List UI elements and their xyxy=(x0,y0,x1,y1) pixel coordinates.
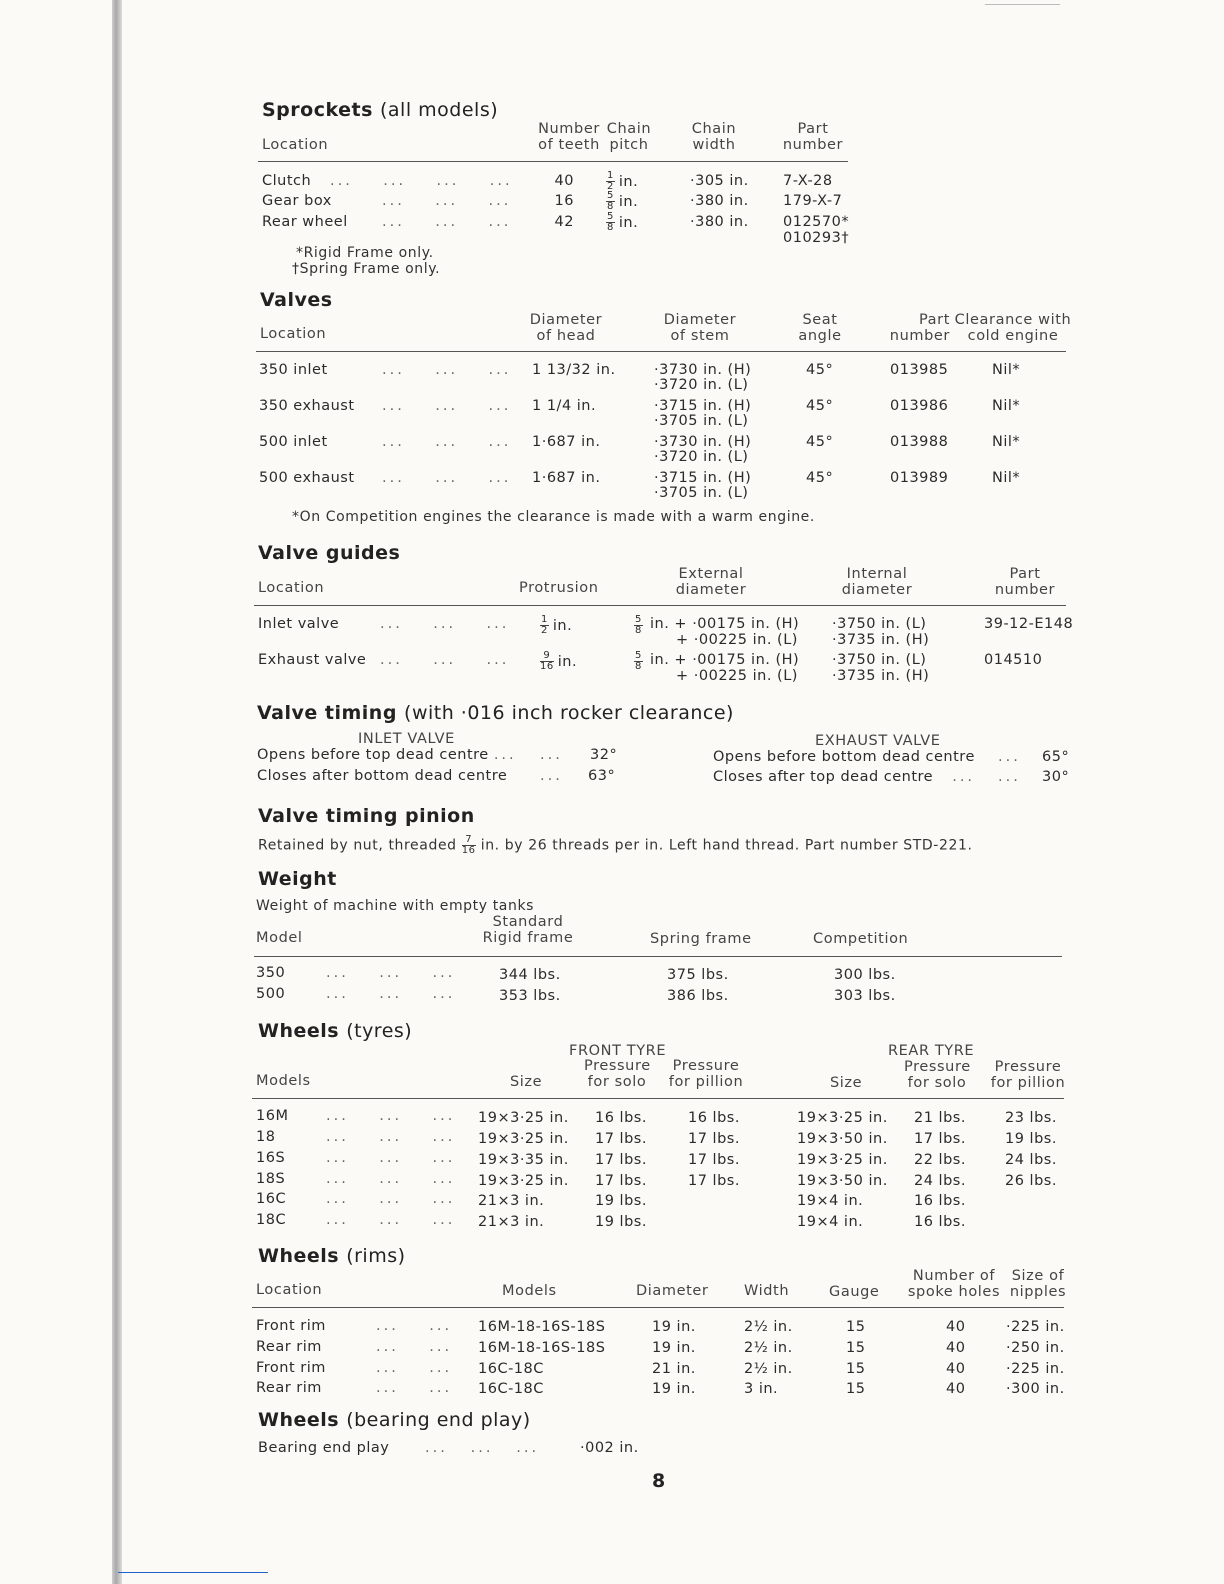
inlet-closes-label: Closes after bottom dead centre xyxy=(257,768,508,784)
leader-dots: ... ... ... xyxy=(326,1171,456,1187)
leader-dots: ... ... xyxy=(376,1339,453,1355)
valves-header-seat: Seat angle xyxy=(798,312,842,344)
tyres-rule xyxy=(252,1098,1064,1099)
weight-model: 500 xyxy=(256,986,286,1002)
valves-header-part: Part number xyxy=(889,312,950,344)
weight-intro: Weight of machine with empty tanks xyxy=(256,898,535,914)
rear-tyre-solo: 24 lbs. xyxy=(914,1173,966,1189)
valves-header-head: Diameter of head xyxy=(529,312,603,344)
valve-stem-diameter-l: ·3705 in. (L) xyxy=(654,413,749,429)
leader-dots: ... ... ... xyxy=(382,193,512,209)
exhaust-opens-dots: ... xyxy=(998,749,1021,765)
leader-dots: ... ... ... xyxy=(380,616,510,632)
front-tyre-pillion: 17 lbs. xyxy=(688,1131,740,1147)
rim-spoke-holes: 40 xyxy=(946,1361,966,1377)
rim-spoke-holes: 40 xyxy=(946,1319,966,1335)
tyre-model: 18S xyxy=(256,1171,286,1187)
leader-dots: ... ... ... xyxy=(326,1191,456,1207)
sprocket-width: ·305 in. xyxy=(690,173,749,189)
rims-header-gauge: Gauge xyxy=(829,1284,880,1300)
leader-dots: ... ... ... xyxy=(382,470,512,486)
rim-gauge: 15 xyxy=(846,1319,866,1335)
guide-external-fraction-fraction: $\frac{5}{8}$ xyxy=(635,650,642,672)
weight-header-spring: Spring frame xyxy=(650,931,752,947)
rear-tyre-solo: 22 lbs. xyxy=(914,1152,966,1168)
rims-header-models: Models xyxy=(502,1283,557,1299)
rim-models: 16M-18-16S-18S xyxy=(478,1319,606,1335)
guide-external-fraction-fraction: $\frac{5}{8}$ xyxy=(635,614,642,636)
tyre-model: 16M xyxy=(256,1108,289,1124)
leader-dots: ... ... ... xyxy=(380,652,510,668)
valve-location: 500 exhaust xyxy=(259,470,355,486)
pinion-text: Retained by nut, threaded $\frac{7}{16}$ in. by 26 threads per in. Left hand thread. Part number STD-221. xyxy=(258,834,973,856)
inlet-opens-dots: ... xyxy=(540,747,563,763)
sprocket-pitch-fraction: $\frac{5}{8}$ xyxy=(607,190,614,212)
exhaust-closes-value: 30° xyxy=(1042,769,1070,785)
leader-dots: ... ... ... ... xyxy=(330,173,513,189)
sprockets-header-width: Chain width xyxy=(691,121,737,153)
guide-protrusion: $\frac{1}{2}$ in. xyxy=(541,614,573,636)
valve-head-diameter: 1·687 in. xyxy=(532,470,601,486)
front-tyre-solo: 17 lbs. xyxy=(595,1152,647,1168)
front-tyre-size: 21×3 in. xyxy=(478,1193,545,1209)
rear-tyre-size: 19×3·50 in. xyxy=(797,1131,888,1147)
rear-tyre-size: 19×4 in. xyxy=(797,1214,864,1230)
front-tyre-pillion: 16 lbs. xyxy=(688,1110,740,1126)
leader-dots: ... ... ... xyxy=(382,214,512,230)
sprockets-header-location: Location xyxy=(262,137,329,153)
tyres-header-front-solo: Pressure for solo xyxy=(584,1058,651,1090)
exhaust-valve-label: EXHAUST VALVE xyxy=(815,733,941,749)
guides-header-protrusion: Protrusion xyxy=(519,580,599,596)
sprocket-location: Rear wheel xyxy=(262,214,348,230)
rim-nipple-size: ·225 in. xyxy=(1006,1361,1065,1377)
rear-tyre-pillion: 23 lbs. xyxy=(1005,1110,1057,1126)
guides-header-part: Part number xyxy=(994,566,1056,598)
front-tyre-solo: 19 lbs. xyxy=(595,1193,647,1209)
valve-clearance: Nil* xyxy=(992,398,1021,414)
rim-width: 2½ in. xyxy=(744,1340,793,1356)
tyres-header-rear-solo: Pressure for solo xyxy=(904,1059,971,1091)
rear-tyre-solo: 16 lbs. xyxy=(914,1214,966,1230)
weight-title: Weight xyxy=(258,868,337,890)
bearing-value: ·002 in. xyxy=(580,1440,639,1456)
page-binding-edge xyxy=(112,0,122,1584)
rims-header-holes: Number of spoke holes xyxy=(907,1268,1001,1300)
valve-clearance: Nil* xyxy=(992,362,1021,378)
weight-header-competition: Competition xyxy=(813,931,909,947)
guides-header-location: Location xyxy=(258,580,325,596)
rim-width: 2½ in. xyxy=(744,1319,793,1335)
rim-diameter: 19 in. xyxy=(652,1381,696,1397)
exhaust-opens-value: 65° xyxy=(1042,749,1070,765)
rim-diameter: 19 in. xyxy=(652,1340,696,1356)
leader-dots: ... ... xyxy=(376,1380,453,1396)
valves-title: Valves xyxy=(260,289,333,311)
rims-header-diameter: Diameter xyxy=(636,1283,709,1299)
sprocket-pitch-fraction: $\frac{1}{2}$ xyxy=(607,170,614,192)
leader-dots: ... ... ... xyxy=(382,434,512,450)
rims-rule xyxy=(252,1307,1064,1308)
pinion-fraction: $\frac{7}{16}$ xyxy=(461,834,476,856)
rim-models: 16M-18-16S-18S xyxy=(478,1340,606,1356)
valves-header-stem: Diameter of stem xyxy=(663,312,737,344)
tyre-model: 16S xyxy=(256,1150,286,1166)
valves-note: *On Competition engines the clearance is made with a warm engine. xyxy=(292,509,815,525)
front-tyre-solo: 17 lbs. xyxy=(595,1173,647,1189)
valve-location: 350 exhaust xyxy=(259,398,355,414)
valves-header-clearance: Clearance with cold engine xyxy=(954,312,1072,344)
valve-location: 500 inlet xyxy=(259,434,328,450)
sprockets-note-spring: †Spring Frame only. xyxy=(292,261,441,277)
leader-dots: ... ... ... xyxy=(382,398,512,414)
guides-header-external: External diameter xyxy=(675,566,747,598)
bearing-title: Wheels (bearing end play) xyxy=(258,1409,531,1431)
rear-tyre-pillion: 26 lbs. xyxy=(1005,1173,1057,1189)
rim-nipple-size: ·300 in. xyxy=(1006,1381,1065,1397)
front-tyre-pillion: 17 lbs. xyxy=(688,1173,740,1189)
rim-models: 16C-18C xyxy=(478,1361,544,1377)
guide-external-h: in. + ·00175 in. (H) xyxy=(650,616,800,632)
leader-dots: ... ... ... xyxy=(326,986,456,1002)
rear-tyre-size: 19×3·50 in. xyxy=(797,1173,888,1189)
sprocket-location: Gear box xyxy=(262,193,332,209)
exhaust-opens-label: Opens before bottom dead centre xyxy=(713,749,975,765)
rims-title: Wheels (rims) xyxy=(258,1245,406,1267)
sprockets-header-part: Part number xyxy=(782,121,844,153)
weight-competition: 300 lbs. xyxy=(834,967,896,983)
guide-part-number: 39-12-E148 xyxy=(984,616,1074,632)
rim-gauge: 15 xyxy=(846,1340,866,1356)
valve-timing-title: Valve timing (with ·016 inch rocker clearance) xyxy=(257,702,734,724)
sprocket-width: ·380 in. xyxy=(690,214,749,230)
valve-part-number: 013986 xyxy=(890,398,949,414)
weight-rigid: 353 lbs. xyxy=(499,988,561,1004)
front-tyre-size: 19×3·25 in. xyxy=(478,1173,569,1189)
guide-external-h: in. + ·00175 in. (H) xyxy=(650,652,800,668)
rear-tyre-size: 19×3·25 in. xyxy=(797,1110,888,1126)
front-tyre-size: 19×3·35 in. xyxy=(478,1152,569,1168)
leader-dots: ... ... xyxy=(376,1360,453,1376)
tyre-model: 16C xyxy=(256,1191,287,1207)
rim-spoke-holes: 40 xyxy=(946,1340,966,1356)
rim-location: Rear rim xyxy=(256,1380,322,1396)
rims-header-location: Location xyxy=(256,1282,323,1298)
weight-model: 350 xyxy=(256,965,286,981)
guides-header-internal: Internal diameter xyxy=(841,566,913,598)
front-tyre-pillion: 17 lbs. xyxy=(688,1152,740,1168)
rear-tyre-solo: 16 lbs. xyxy=(914,1193,966,1209)
valve-guides-title: Valve guides xyxy=(258,542,401,564)
exhaust-closes-dots: ... xyxy=(998,769,1021,785)
rim-diameter: 19 in. xyxy=(652,1319,696,1335)
front-tyre-size: 21×3 in. xyxy=(478,1214,545,1230)
sprocket-teeth: 16 xyxy=(554,193,574,209)
valves-rule xyxy=(256,351,1066,352)
tyres-header-rear-size: Size xyxy=(830,1075,863,1091)
front-tyre-size: 19×3·25 in. xyxy=(478,1131,569,1147)
tyres-header-front-pillion: Pressure for pillion xyxy=(668,1058,744,1090)
sprocket-pitch: $\frac{1}{2}$ in. xyxy=(607,170,639,192)
guides-rule xyxy=(254,605,1066,606)
valve-stem-diameter-h: ·3730 in. (H) xyxy=(654,362,752,378)
sprockets-rule xyxy=(258,161,848,162)
bearing-label: Bearing end play xyxy=(258,1440,390,1456)
guide-external-l: + ·00225 in. (L) xyxy=(676,668,798,684)
rim-models: 16C-18C xyxy=(478,1381,544,1397)
pinion-title: Valve timing pinion xyxy=(258,805,475,827)
front-tyre-solo: 17 lbs. xyxy=(595,1131,647,1147)
leader-dots: ... ... ... xyxy=(326,965,456,981)
rim-nipple-size: ·250 in. xyxy=(1006,1340,1065,1356)
guide-location: Inlet valve xyxy=(258,616,340,632)
sprockets-header-pitch: Chain pitch xyxy=(606,121,652,153)
valve-stem-diameter-l: ·3720 in. (L) xyxy=(654,449,749,465)
rims-header-width: Width xyxy=(744,1283,790,1299)
sprocket-part: 179-X-7 xyxy=(783,193,843,209)
rim-location: Rear rim xyxy=(256,1339,322,1355)
sprocket-pitch: $\frac{5}{8}$ in. xyxy=(607,190,639,212)
guide-internal-l: ·3750 in. (L) xyxy=(832,616,927,632)
inlet-closes-value: 63° xyxy=(588,768,616,784)
valves-header-location: Location xyxy=(260,326,327,342)
sprockets-note-rigid: *Rigid Frame only. xyxy=(296,245,434,261)
weight-rigid: 344 lbs. xyxy=(499,967,561,983)
sprockets-title: Sprockets (all models) xyxy=(262,99,499,121)
rim-width: 2½ in. xyxy=(744,1361,793,1377)
leader-dots: ... ... ... xyxy=(382,362,512,378)
sprocket-teeth: 42 xyxy=(554,214,574,230)
footer-line xyxy=(118,1572,268,1573)
tyres-title: Wheels (tyres) xyxy=(258,1020,413,1042)
sprocket-teeth: 40 xyxy=(554,173,574,189)
valve-head-diameter: 1 13/32 in. xyxy=(532,362,616,378)
front-tyre-solo: 19 lbs. xyxy=(595,1214,647,1230)
tyre-model: 18C xyxy=(256,1212,287,1228)
bearing-dots: ... ... ... xyxy=(425,1440,540,1456)
tyres-header-front-size: Size xyxy=(510,1074,543,1090)
rim-gauge: 15 xyxy=(846,1381,866,1397)
valve-part-number: 013989 xyxy=(890,470,949,486)
rear-tyre-solo: 21 lbs. xyxy=(914,1110,966,1126)
valve-stem-diameter-h: ·3715 in. (H) xyxy=(654,398,752,414)
leader-dots: ... ... ... xyxy=(326,1212,456,1228)
guide-protrusion: $\frac{9}{16}$ in. xyxy=(540,650,578,672)
tyres-header-models: Models xyxy=(256,1073,311,1089)
rear-tyre-size: 19×3·25 in. xyxy=(797,1152,888,1168)
inlet-opens-label: Opens before top dead centre ... xyxy=(257,747,517,763)
front-tyre-size: 19×3·25 in. xyxy=(478,1110,569,1126)
tyre-model: 18 xyxy=(256,1129,276,1145)
leader-dots: ... ... xyxy=(376,1318,453,1334)
guide-location: Exhaust valve xyxy=(258,652,367,668)
guide-part-number: 014510 xyxy=(984,652,1043,668)
rear-tyre-size: 19×4 in. xyxy=(797,1193,864,1209)
valve-head-diameter: 1 1/4 in. xyxy=(532,398,597,414)
inlet-closes-dots: ... xyxy=(540,768,563,784)
inlet-valve-label: INLET VALVE xyxy=(358,731,455,747)
guide-internal-l: ·3750 in. (L) xyxy=(832,652,927,668)
valve-head-diameter: 1·687 in. xyxy=(532,434,601,450)
rim-spoke-holes: 40 xyxy=(946,1381,966,1397)
valve-seat-angle: 45° xyxy=(806,434,834,450)
valve-stem-diameter-l: ·3720 in. (L) xyxy=(654,377,749,393)
exhaust-closes-label: Closes after top dead centre ... xyxy=(713,769,976,785)
guide-protrusion-fraction: $\frac{1}{2}$ xyxy=(541,614,548,636)
guide-external-fraction xyxy=(634,615,643,636)
weight-rule xyxy=(254,956,1062,957)
weight-header-rigid: Standard Rigid frame xyxy=(482,914,574,946)
valve-seat-angle: 45° xyxy=(806,470,834,486)
guide-external-l: + ·00225 in. (L) xyxy=(676,632,798,648)
weight-header-model: Model xyxy=(256,930,303,946)
sprocket-part: 7-X-28 xyxy=(783,173,833,189)
valve-stem-diameter-h: ·3730 in. (H) xyxy=(654,434,752,450)
sprocket-part: 012570* xyxy=(783,214,850,230)
valve-location: 350 inlet xyxy=(259,362,328,378)
valve-seat-angle: 45° xyxy=(806,362,834,378)
valve-clearance: Nil* xyxy=(992,434,1021,450)
sprockets-header-teeth: Number of teeth xyxy=(538,121,600,153)
rim-location: Front rim xyxy=(256,1360,326,1376)
rim-nipple-size: ·225 in. xyxy=(1006,1319,1065,1335)
valve-part-number: 013985 xyxy=(890,362,949,378)
sprocket-pitch: $\frac{5}{8}$ in. xyxy=(607,211,639,233)
weight-spring: 375 lbs. xyxy=(667,967,729,983)
sprocket-part-alt: 010293† xyxy=(783,230,850,246)
valve-clearance: Nil* xyxy=(992,470,1021,486)
guide-internal-h: ·3735 in. (H) xyxy=(832,632,930,648)
valve-part-number: 013988 xyxy=(890,434,949,450)
rear-tyre-label: REAR TYRE xyxy=(888,1043,975,1059)
rear-tyre-pillion: 19 lbs. xyxy=(1005,1131,1057,1147)
guide-external-fraction xyxy=(634,651,643,672)
sprocket-width: ·380 in. xyxy=(690,193,749,209)
sprocket-location: Clutch xyxy=(262,173,312,189)
leader-dots: ... ... ... xyxy=(326,1150,456,1166)
weight-competition: 303 lbs. xyxy=(834,988,896,1004)
corner-mark xyxy=(985,0,1060,5)
guide-protrusion-fraction: $\frac{9}{16}$ xyxy=(540,650,554,672)
front-tyre-label: FRONT TYRE xyxy=(569,1043,667,1059)
valve-stem-diameter-h: ·3715 in. (H) xyxy=(654,470,752,486)
tyres-header-rear-pillion: Pressure for pillion xyxy=(990,1059,1066,1091)
rim-width: 3 in. xyxy=(744,1381,779,1397)
valve-stem-diameter-l: ·3705 in. (L) xyxy=(654,485,749,501)
inlet-opens-value: 32° xyxy=(590,747,618,763)
weight-spring: 386 lbs. xyxy=(667,988,729,1004)
leader-dots: ... ... ... xyxy=(326,1108,456,1124)
rear-tyre-pillion: 24 lbs. xyxy=(1005,1152,1057,1168)
valve-seat-angle: 45° xyxy=(806,398,834,414)
front-tyre-solo: 16 lbs. xyxy=(595,1110,647,1126)
page-number: 8 xyxy=(652,1470,666,1492)
rim-diameter: 21 in. xyxy=(652,1361,696,1377)
rim-location: Front rim xyxy=(256,1318,326,1334)
rims-header-nipples: Size of nipples xyxy=(1009,1268,1067,1300)
rear-tyre-solo: 17 lbs. xyxy=(914,1131,966,1147)
sprocket-pitch-fraction: $\frac{5}{8}$ xyxy=(607,211,614,233)
rim-gauge: 15 xyxy=(846,1361,866,1377)
guide-internal-h: ·3735 in. (H) xyxy=(832,668,930,684)
leader-dots: ... ... ... xyxy=(326,1129,456,1145)
